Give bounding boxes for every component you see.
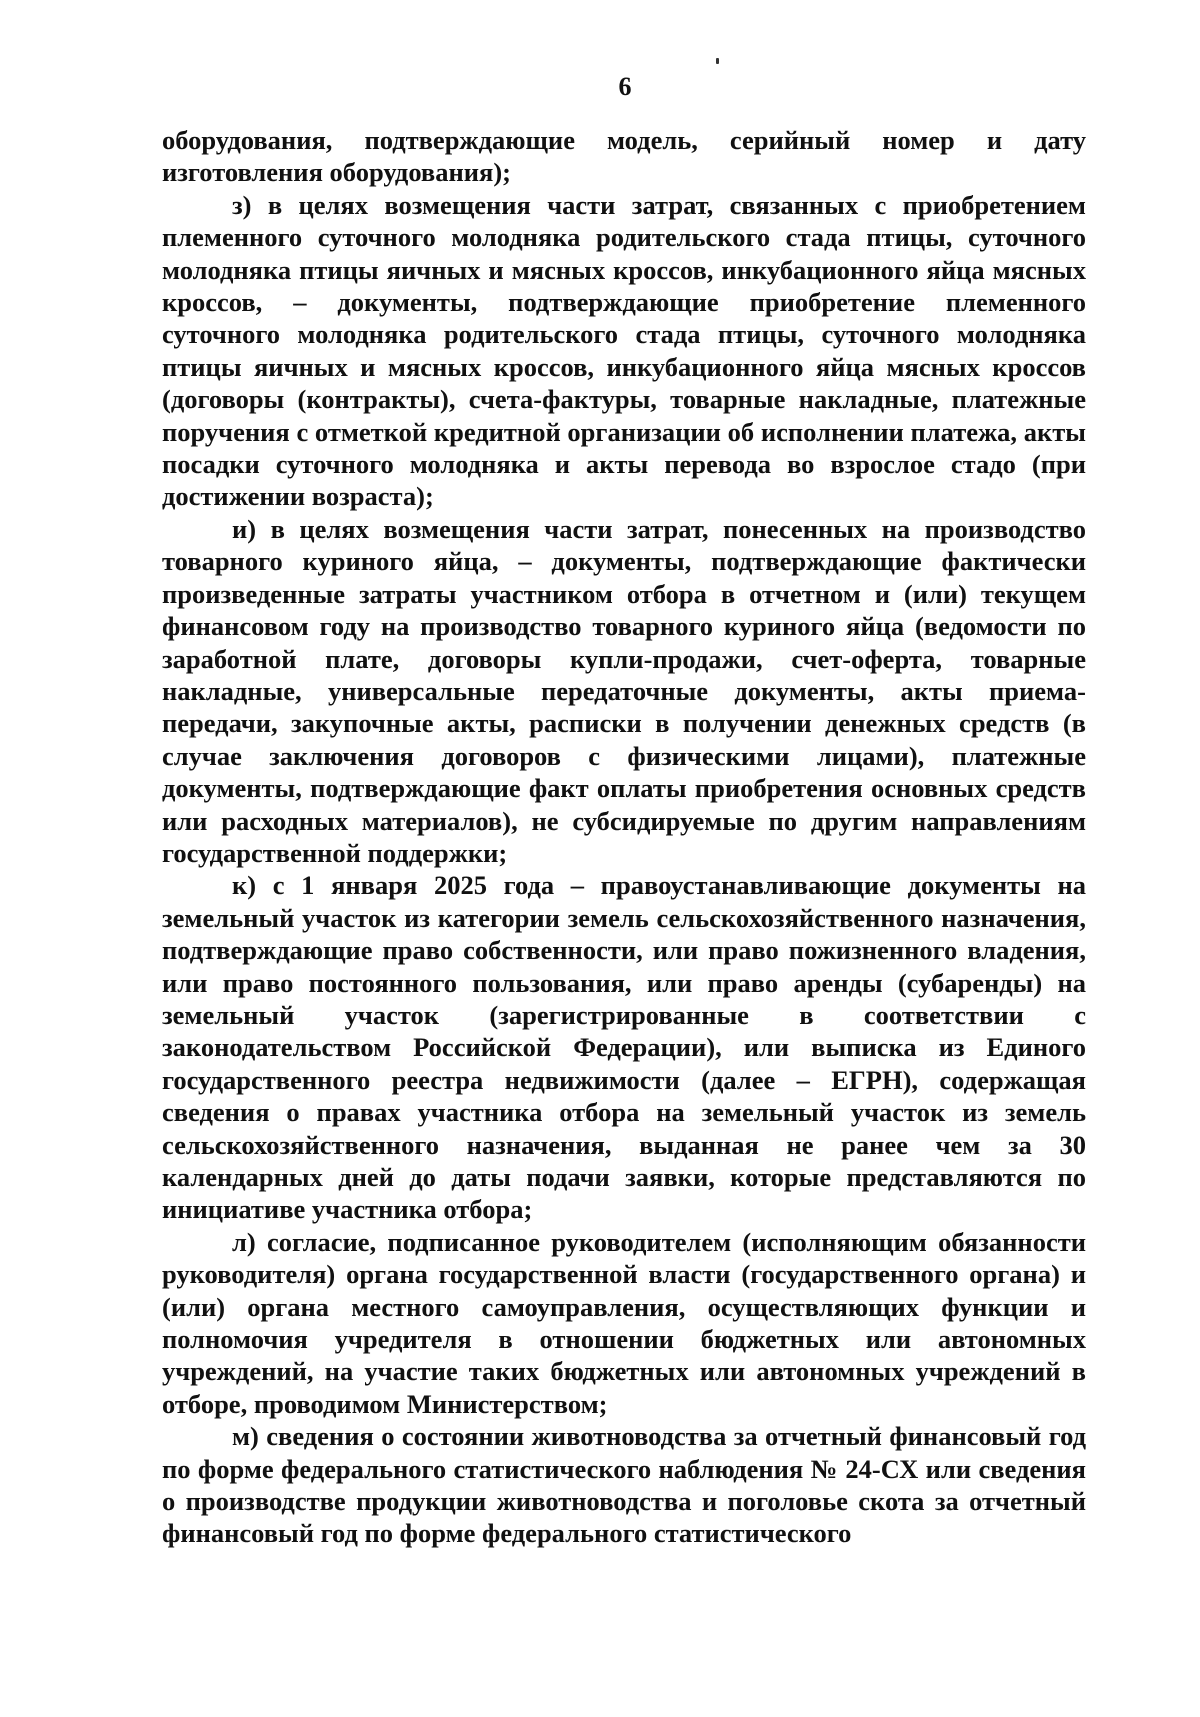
scan-speck xyxy=(716,58,719,64)
document-body xyxy=(162,124,1086,1550)
paragraph-i: и) в целях возмещения части затрат, понесенных на производство товарного куриного яйца, – документы, подтверждающие фактически произведенные затраты участником отбора в отчетном и (или) текущем финансовом году на производство товарного куриного яйца (ведомости по заработной плате, договоры купли-продажи, счет-оферта, товарные накладные, универсальные передаточные документы, акты приема-передачи, закупочные акты, расписки в получении денежных средств (в случае заключения договоров с физическими лицами), платежные документы, подтверждающие факт оплаты приобретения основных средств или расходных материалов), не субсидируемые по другим направлениям государственной поддержки; xyxy=(162,513,1086,868)
paragraph-k: к) с 1 января 2025 года – правоустанавливающие документы на земельный участок из категории земель сельскохозяйственного назначения, подтверждающие право собственности, или право пожизненного владения, или право постоянного пользования, или право аренды (субаренды) на земельный участок (зарегистрированные в соответствии с законодательством Российской Федерации), или выписка из Единого государственного реестра недвижимости (далее – ЕГРН), содержащая сведения о правах участника отбора на земельный участок из земель сельскохозяйственного назначения, выданная не ранее чем за 30 календарных дней до даты подачи заявки, которые представляются по инициативе участника отбора; xyxy=(162,870,1086,1225)
page-number: 6 xyxy=(618,72,632,101)
paragraph-m: м) сведения о состоянии животноводства за отчетный финансовый год по форме федерального статистического наблюдения № 24-СХ или сведения о производстве продукции животноводства и поголовье скота за отчетный финансовый год по форме федерального статистического xyxy=(162,1421,1086,1549)
paragraph-continuation: оборудования, подтверждающие модель, серийный номер и дату изготовления оборудования); xyxy=(162,125,1086,188)
paragraph-z: з) в целях возмещения части затрат, связанных с приобретением племенного суточного молодняка родительского стада птицы, суточного молодняка птицы яичных и мясных кроссов, инкубационного яйца мясных кроссов, – документы, подтверждающие приобретение племенного суточного молодняка родительского стада птицы, суточного молодняка птицы яичных и мясных кроссов, инкубационного яйца мясных кроссов (договоры (контракты), счета-фактуры, товарные накладные, платежные поручения с отметкой кредитной организации об исполнении платежа, акты посадки суточного молодняка и акты перевода во взрослое стадо (при достижении возраста); xyxy=(162,189,1086,512)
paragraph-l: л) согласие, подписанное руководителем (исполняющим обязанности руководителя) органа государственной власти (государственного органа) и (или) органа местного самоуправления, осуществляющих функции и полномочия учредителя в отношении бюджетных или автономных учреждений, на участие таких бюджетных или автономных учреждений в отборе, проводимом Министерством; xyxy=(162,1226,1086,1419)
